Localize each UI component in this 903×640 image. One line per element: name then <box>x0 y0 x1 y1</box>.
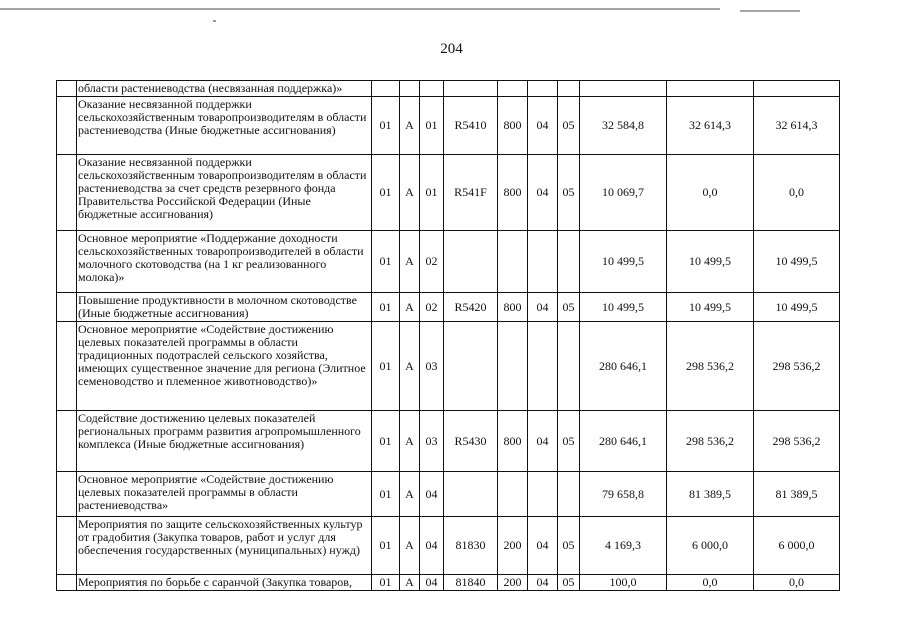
row-name: Повышение продуктивности в молочном скотоводстве (Иные бюджетные ассигнования) <box>77 293 372 322</box>
cell-subprogram: А <box>400 322 420 411</box>
cell-program: 01 <box>372 322 400 411</box>
cell-section <box>528 322 558 411</box>
cell-amount-year3: 32 614,3 <box>754 97 840 155</box>
cell-amount-year1: 4 169,3 <box>580 517 667 575</box>
cell-amount-year2: 0,0 <box>667 575 754 591</box>
cell-expense-type: 200 <box>498 517 528 575</box>
cell-program: 01 <box>372 97 400 155</box>
row-stub <box>57 81 77 97</box>
table-row <box>57 155 840 231</box>
cell-direction-code: R5410 <box>444 97 498 155</box>
cell-amount-year1: 79 658,8 <box>580 472 667 517</box>
cell-amount-year1: 280 646,1 <box>580 322 667 411</box>
row-stub <box>57 322 77 411</box>
cell-amount-year1: 10 499,5 <box>580 231 667 293</box>
cell-event: 03 <box>420 322 444 411</box>
cell-subsection: 05 <box>558 517 580 575</box>
cell-program: 01 <box>372 155 400 231</box>
cell-expense-type <box>498 81 528 97</box>
table-row <box>57 411 840 472</box>
cell-amount-year2: 298 536,2 <box>667 322 754 411</box>
cell-program: 01 <box>372 517 400 575</box>
cell-amount-year1: 32 584,8 <box>580 97 667 155</box>
cell-section: 04 <box>528 575 558 591</box>
row-name: Оказание несвязанной поддержки сельскохозяйственным товаропроизводителям в области растениеводства (Иные бюджетные ассигнования) <box>77 97 372 155</box>
cell-amount-year3 <box>754 81 840 97</box>
cell-section: 04 <box>528 97 558 155</box>
cell-event: 04 <box>420 575 444 591</box>
cell-amount-year1 <box>580 81 667 97</box>
cell-program: 01 <box>372 575 400 591</box>
cell-section: 04 <box>528 293 558 322</box>
cell-program: 01 <box>372 293 400 322</box>
row-name: Оказание несвязанной поддержки сельскохозяйственным товаропроизводителям в области растениеводства за счет средств резервного фонда Правительства Российской Федерации (Иные бюджетные ассигнования) <box>77 155 372 231</box>
cell-amount-year3: 298 536,2 <box>754 411 840 472</box>
cell-subsection <box>558 472 580 517</box>
row-stub <box>57 575 77 591</box>
cell-subprogram: А <box>400 472 420 517</box>
table-row <box>57 472 840 517</box>
cell-subsection: 05 <box>558 411 580 472</box>
cell-event: 04 <box>420 472 444 517</box>
cell-section <box>528 231 558 293</box>
cell-event: 01 <box>420 97 444 155</box>
cell-amount-year1: 10 499,5 <box>580 293 667 322</box>
table-row <box>57 293 840 322</box>
cell-amount-year3: 10 499,5 <box>754 293 840 322</box>
cell-amount-year3: 0,0 <box>754 575 840 591</box>
table-row <box>57 575 840 591</box>
row-name: Мероприятия по борьбе с саранчой (Закупка товаров, <box>77 575 372 591</box>
row-stub <box>57 411 77 472</box>
cell-direction-code: R541F <box>444 155 498 231</box>
table-row <box>57 322 840 411</box>
cell-expense-type: 200 <box>498 575 528 591</box>
cell-amount-year1: 100,0 <box>580 575 667 591</box>
cell-subprogram: А <box>400 231 420 293</box>
row-name: Основное мероприятие «Содействие достижению целевых показателей программы в области растениеводства» <box>77 472 372 517</box>
table-row <box>57 97 840 155</box>
row-stub <box>57 97 77 155</box>
cell-amount-year2: 32 614,3 <box>667 97 754 155</box>
cell-section <box>528 472 558 517</box>
cell-direction-code <box>444 81 498 97</box>
cell-subsection <box>558 231 580 293</box>
cell-subprogram: А <box>400 517 420 575</box>
cell-expense-type: 800 <box>498 293 528 322</box>
cell-subsection: 05 <box>558 293 580 322</box>
cell-program: 01 <box>372 231 400 293</box>
cell-subprogram: А <box>400 97 420 155</box>
cell-subsection: 05 <box>558 155 580 231</box>
cell-subsection: 05 <box>558 575 580 591</box>
table-row <box>57 81 840 97</box>
row-name: области растениеводства (несвязанная поддержка)» <box>77 81 372 97</box>
row-name: Основное мероприятие «Поддержание доходности сельскохозяйственных товаропроизводителей в области молочного скотоводства (на 1 кг реализованного молока)» <box>77 231 372 293</box>
cell-event: 04 <box>420 517 444 575</box>
cell-amount-year2: 10 499,5 <box>667 231 754 293</box>
cell-section: 04 <box>528 155 558 231</box>
row-stub <box>57 517 77 575</box>
cell-program: 01 <box>372 472 400 517</box>
table-row <box>57 231 840 293</box>
cell-amount-year3: 81 389,5 <box>754 472 840 517</box>
row-stub <box>57 231 77 293</box>
cell-subprogram: А <box>400 293 420 322</box>
row-stub <box>57 155 77 231</box>
cell-amount-year2: 298 536,2 <box>667 411 754 472</box>
cell-expense-type <box>498 472 528 517</box>
cell-expense-type: 800 <box>498 155 528 231</box>
cell-direction-code <box>444 231 498 293</box>
row-stub <box>57 293 77 322</box>
cell-amount-year2 <box>667 81 754 97</box>
cell-amount-year2: 0,0 <box>667 155 754 231</box>
cell-amount-year3: 6 000,0 <box>754 517 840 575</box>
row-name: Содействие достижению целевых показателей региональных программ развития агропромышленного комплекса (Иные бюджетные ассигнования) <box>77 411 372 472</box>
scan-top-rule <box>0 8 720 10</box>
cell-expense-type: 800 <box>498 411 528 472</box>
cell-section: 04 <box>528 517 558 575</box>
cell-amount-year3: 298 536,2 <box>754 322 840 411</box>
page-number: 204 <box>440 41 463 57</box>
cell-direction-code <box>444 472 498 517</box>
cell-amount-year2: 10 499,5 <box>667 293 754 322</box>
cell-event: 02 <box>420 231 444 293</box>
cell-direction-code: R5420 <box>444 293 498 322</box>
scan-top-rule-right <box>740 10 800 12</box>
cell-event: 03 <box>420 411 444 472</box>
cell-event: 02 <box>420 293 444 322</box>
cell-section <box>528 81 558 97</box>
cell-subprogram <box>400 81 420 97</box>
table-row <box>57 517 840 575</box>
cell-expense-type: 800 <box>498 97 528 155</box>
row-stub <box>57 472 77 517</box>
cell-event <box>420 81 444 97</box>
cell-subsection <box>558 81 580 97</box>
cell-amount-year2: 6 000,0 <box>667 517 754 575</box>
cell-subsection <box>558 322 580 411</box>
row-name: Мероприятия по защите сельскохозяйственных культур от градобития (Закупка товаров, работ и услуг для обеспечения государственных (муниципальных) нужд) <box>77 517 372 575</box>
cell-amount-year1: 10 069,7 <box>580 155 667 231</box>
cell-section: 04 <box>528 411 558 472</box>
cell-subprogram: А <box>400 155 420 231</box>
budget-table <box>56 80 840 591</box>
cell-direction-code: 81830 <box>444 517 498 575</box>
cell-direction-code: R5430 <box>444 411 498 472</box>
cell-amount-year3: 0,0 <box>754 155 840 231</box>
cell-expense-type <box>498 322 528 411</box>
cell-direction-code <box>444 322 498 411</box>
cell-subprogram: А <box>400 575 420 591</box>
scan-mark <box>213 20 216 22</box>
row-name: Основное мероприятие «Содействие достижению целевых показателей программы в области традиционных подотраслей сельского хозяйства, имеющих существенное значение для региона (Элитное семеноводство и племенное животноводство)» <box>77 322 372 411</box>
cell-subprogram: А <box>400 411 420 472</box>
cell-amount-year3: 10 499,5 <box>754 231 840 293</box>
cell-direction-code: 81840 <box>444 575 498 591</box>
cell-program <box>372 81 400 97</box>
cell-amount-year1: 280 646,1 <box>580 411 667 472</box>
cell-event: 01 <box>420 155 444 231</box>
cell-expense-type <box>498 231 528 293</box>
cell-subsection: 05 <box>558 97 580 155</box>
cell-program: 01 <box>372 411 400 472</box>
cell-amount-year2: 81 389,5 <box>667 472 754 517</box>
